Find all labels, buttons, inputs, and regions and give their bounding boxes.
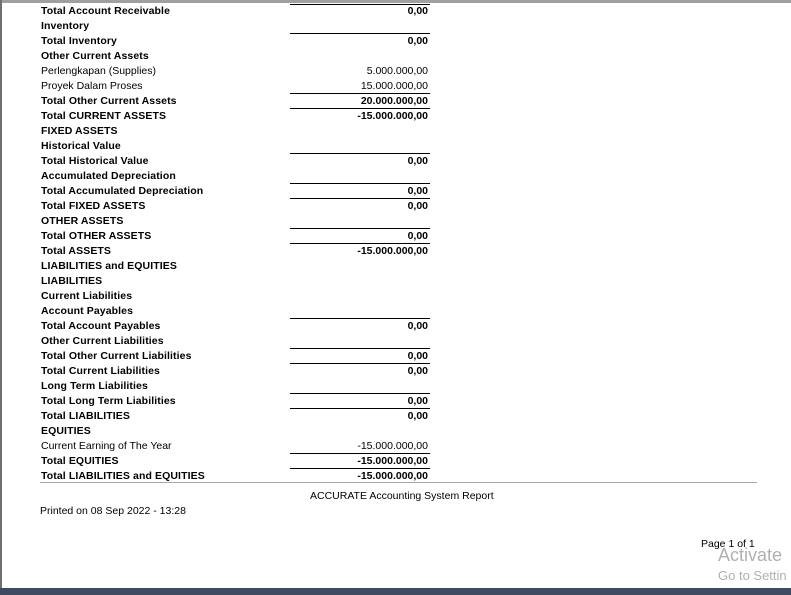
row-amount: -15.000.000,00 (357, 470, 428, 482)
row-label: Total Account Receivable (41, 5, 171, 17)
row-amount: 0,00 (407, 230, 428, 242)
activation-watermark-subtitle: Go to Settin (718, 568, 787, 583)
activation-watermark-title: Activate (718, 545, 783, 565)
row-amount: 15.000.000,00 (360, 80, 428, 92)
report-row (0, 49, 791, 64)
row-label: Long Term Liabilities (41, 380, 148, 392)
report-row (0, 439, 791, 454)
row-label: Total Accumulated Depreciation (41, 185, 204, 197)
report-row (0, 394, 791, 409)
report-footer-title: ACCURATE Accounting System Report (310, 490, 494, 502)
row-label: EQUITIES (41, 425, 91, 437)
row-amount: 0,00 (407, 185, 428, 197)
report-row (0, 424, 791, 439)
bottom-border (0, 588, 791, 595)
row-amount: -15.000.000,00 (357, 455, 428, 467)
top-border (0, 0, 791, 3)
report-row (0, 139, 791, 154)
report-row (0, 259, 791, 274)
report-row (0, 184, 791, 199)
report-row (0, 169, 791, 184)
row-label: Total Inventory (41, 35, 117, 47)
row-label: Accumulated Depreciation (41, 170, 176, 182)
row-label: Total EQUITIES (41, 455, 119, 467)
row-amount: 0,00 (407, 365, 428, 377)
report-row (0, 199, 791, 214)
report-row (0, 94, 791, 109)
row-label: Total LIABILITIES and EQUITIES (41, 470, 205, 482)
row-label: Historical Value (41, 140, 121, 152)
row-amount: 0,00 (407, 35, 428, 47)
report-row (0, 409, 791, 424)
report-row (0, 274, 791, 289)
row-label: Total Other Current Assets (41, 95, 177, 107)
report-row (0, 289, 791, 304)
printed-on-text: Printed on 08 Sep 2022 - 13:28 (40, 505, 186, 517)
row-label: Other Current Assets (41, 50, 149, 62)
page-number: Page 1 of 1 (701, 538, 755, 550)
report-row (0, 34, 791, 49)
row-label: Perlengkapan (Supplies) (41, 65, 156, 77)
row-amount: 0,00 (407, 320, 428, 332)
report-row (0, 64, 791, 79)
row-label: Total Other Current Liabilities (41, 350, 192, 362)
row-label: Total Current Liabilities (41, 365, 160, 377)
row-label: Inventory (41, 20, 90, 32)
report-row (0, 244, 791, 259)
row-amount: -15.000.000,00 (357, 110, 428, 122)
row-label: Current Liabilities (41, 290, 133, 302)
row-amount: 20.000.000,00 (360, 95, 428, 107)
row-label: OTHER ASSETS (41, 215, 124, 227)
report-row (0, 319, 791, 334)
report-row (0, 454, 791, 469)
row-amount: -15.000.000,00 (357, 245, 428, 257)
row-amount: 0,00 (407, 410, 428, 422)
row-amount: 0,00 (407, 350, 428, 362)
row-amount: 0,00 (407, 395, 428, 407)
row-label: Account Payables (41, 305, 134, 317)
balance-sheet-rows (0, 4, 791, 484)
row-label: FIXED ASSETS (41, 125, 118, 137)
report-row (0, 364, 791, 379)
row-label: Total Account Payables (41, 320, 161, 332)
row-amount: 0,00 (407, 200, 428, 212)
report-row (0, 214, 791, 229)
report-row (0, 79, 791, 94)
row-label: Total OTHER ASSETS (41, 230, 152, 242)
row-label: Total Long Term Liabilities (41, 395, 176, 407)
row-label: LIABILITIES (41, 275, 103, 287)
report-row (0, 379, 791, 394)
report-row (0, 229, 791, 244)
report-row (0, 19, 791, 34)
row-label: Other Current Liabilities (41, 335, 164, 347)
row-amount: 0,00 (407, 155, 428, 167)
report-row (0, 349, 791, 364)
report-row (0, 154, 791, 169)
footer-divider (40, 482, 757, 483)
row-label: Current Earning of The Year (41, 440, 172, 452)
row-label: LIABILITIES and EQUITIES (41, 260, 177, 272)
row-label: Total Historical Value (41, 155, 149, 167)
row-amount: -15.000.000,00 (357, 440, 428, 452)
report-row (0, 124, 791, 139)
row-label: Total LIABILITIES (41, 410, 131, 422)
report-row (0, 4, 791, 19)
report-row (0, 304, 791, 319)
row-label: Total FIXED ASSETS (41, 200, 146, 212)
row-amount: 5.000.000,00 (366, 65, 428, 77)
row-label: Total CURRENT ASSETS (41, 110, 167, 122)
row-label: Proyek Dalam Proses (41, 80, 143, 92)
row-amount: 0,00 (407, 5, 428, 17)
report-row (0, 334, 791, 349)
row-label: Total ASSETS (41, 245, 112, 257)
report-row (0, 109, 791, 124)
